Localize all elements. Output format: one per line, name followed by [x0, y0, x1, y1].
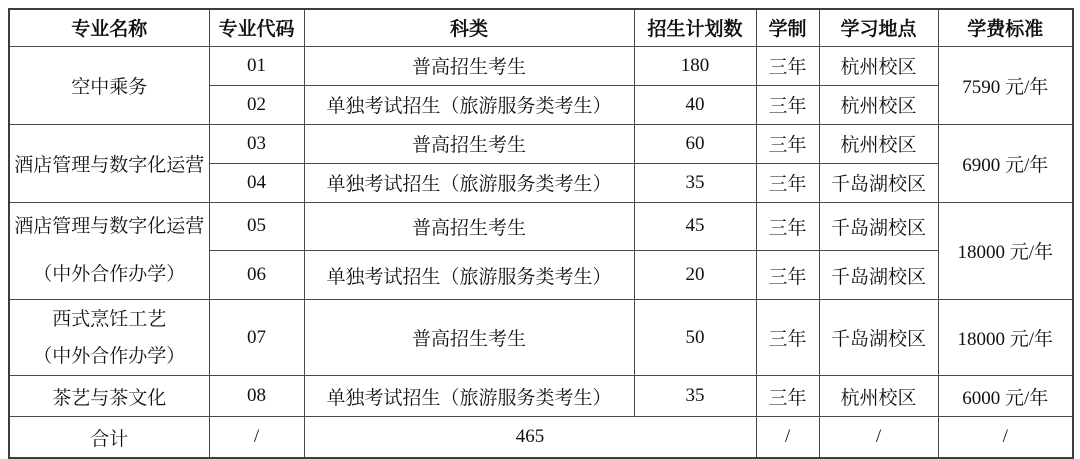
major-cell: 茶艺与茶文化 [9, 376, 209, 417]
table-row [9, 124, 1073, 163]
location-cell: 杭州校区 [819, 376, 938, 417]
tuition-cell: 6900 元/年 [938, 124, 1073, 202]
total-tuition-cell: / [938, 417, 1073, 458]
total-label-cell: 合计 [9, 417, 209, 458]
major-name-line2: （中外合作办学） [33, 263, 186, 285]
header-major-name: 专业名称 [9, 9, 209, 46]
total-location-cell: / [819, 417, 938, 458]
tuition-cell: 18000 元/年 [938, 300, 1073, 376]
category-cell: 单独考试招生（旅游服务类考生） [304, 376, 634, 417]
location-cell: 千岛湖校区 [819, 300, 938, 376]
table-row [9, 202, 1073, 251]
category-cell: 单独考试招生（旅游服务类考生） [304, 163, 634, 202]
tuition-cell: 18000 元/年 [938, 202, 1073, 300]
location-cell: 杭州校区 [819, 85, 938, 124]
total-row [9, 417, 1073, 458]
major-cell [9, 202, 209, 300]
code-cell: 06 [209, 251, 304, 300]
table-row [9, 376, 1073, 417]
code-cell: 01 [209, 46, 304, 85]
plan-cell: 40 [634, 85, 756, 124]
total-duration-cell: / [756, 417, 819, 458]
category-cell: 单独考试招生（旅游服务类考生） [304, 251, 634, 300]
code-cell: 03 [209, 124, 304, 163]
code-cell: 07 [209, 300, 304, 376]
code-cell: 02 [209, 85, 304, 124]
major-cell [9, 300, 209, 376]
table-row [9, 300, 1073, 376]
plan-cell: 35 [634, 163, 756, 202]
major-cell: 空中乘务 [9, 46, 209, 124]
duration-cell: 三年 [756, 85, 819, 124]
total-plan-cell: 465 [304, 417, 756, 458]
header-category: 科类 [304, 9, 634, 46]
plan-cell: 50 [634, 300, 756, 376]
plan-cell: 180 [634, 46, 756, 85]
plan-cell: 60 [634, 124, 756, 163]
duration-cell: 三年 [756, 46, 819, 85]
duration-cell: 三年 [756, 251, 819, 300]
category-cell: 普高招生考生 [304, 300, 634, 376]
enrollment-plan-table [8, 8, 1074, 459]
code-cell: 05 [209, 202, 304, 251]
category-cell: 普高招生考生 [304, 124, 634, 163]
category-cell: 普高招生考生 [304, 46, 634, 85]
location-cell: 千岛湖校区 [819, 202, 938, 251]
duration-cell: 三年 [756, 376, 819, 417]
location-cell: 杭州校区 [819, 124, 938, 163]
duration-cell: 三年 [756, 163, 819, 202]
location-cell: 千岛湖校区 [819, 163, 938, 202]
header-plan-count: 招生计划数 [634, 9, 756, 46]
plan-cell: 45 [634, 202, 756, 251]
header-row [9, 9, 1073, 46]
location-cell: 杭州校区 [819, 46, 938, 85]
duration-cell: 三年 [756, 124, 819, 163]
category-cell: 单独考试招生（旅游服务类考生） [304, 85, 634, 124]
header-duration: 学制 [756, 9, 819, 46]
header-location: 学习地点 [819, 9, 938, 46]
location-cell: 千岛湖校区 [819, 251, 938, 300]
major-name-line1: 西式烹饪工艺 [52, 308, 167, 330]
tuition-cell: 7590 元/年 [938, 46, 1073, 124]
code-cell: 04 [209, 163, 304, 202]
header-major-code: 专业代码 [209, 9, 304, 46]
major-cell: 酒店管理与数字化运营 [9, 124, 209, 202]
duration-cell: 三年 [756, 202, 819, 251]
total-code-cell: / [209, 417, 304, 458]
duration-cell: 三年 [756, 300, 819, 376]
header-tuition: 学费标准 [938, 9, 1073, 46]
major-name-line1: 酒店管理与数字化运营 [14, 215, 205, 237]
table-row [9, 46, 1073, 85]
code-cell: 08 [209, 376, 304, 417]
category-cell: 普高招生考生 [304, 202, 634, 251]
tuition-cell: 6000 元/年 [938, 376, 1073, 417]
plan-cell: 35 [634, 376, 756, 417]
plan-cell: 20 [634, 251, 756, 300]
major-name-line2: （中外合作办学） [33, 345, 186, 367]
